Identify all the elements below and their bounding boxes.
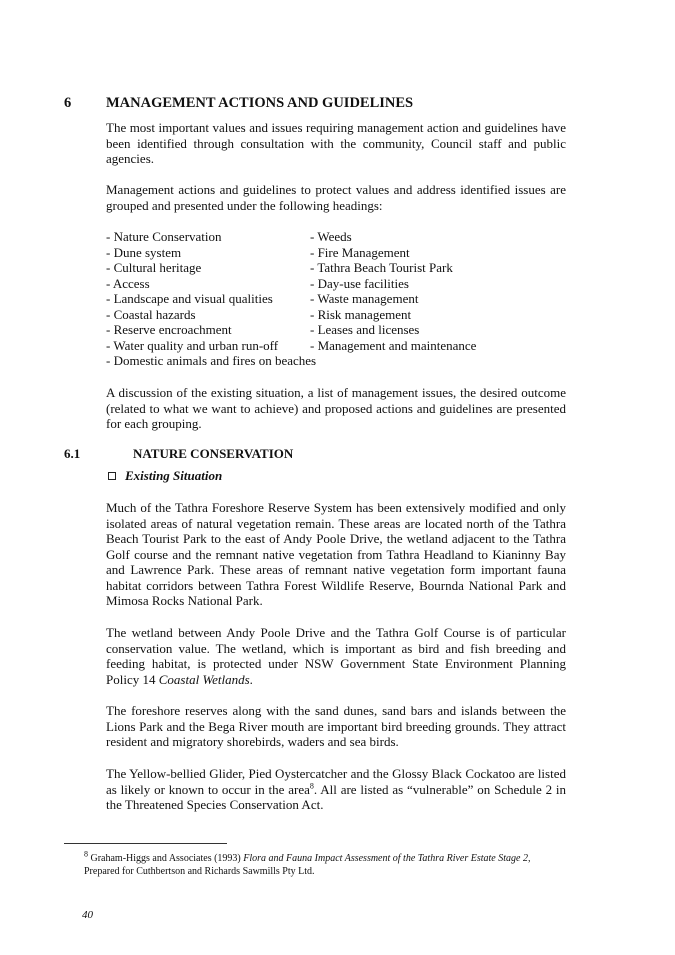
- list-item: - Weeds: [310, 229, 352, 244]
- section-number: 6: [64, 95, 72, 111]
- footnote-divider: [64, 843, 227, 844]
- list-item: - Dune system: [106, 244, 182, 260]
- paragraph-threatened-species: [106, 766, 566, 813]
- list-item: - Waste management: [310, 291, 419, 306]
- coastal-wetlands-policy: Coastal Wetlands: [158, 671, 250, 687]
- headings-list-right: [310, 229, 476, 353]
- list-item: - Day-use facilities: [310, 275, 409, 291]
- intro-paragraph-1: The most important values and issues requiring management action and guidelines have been identified through consultation with the community, Council staff and public agencies.: [106, 120, 566, 166]
- list-item: - Coastal hazards: [106, 306, 196, 322]
- paragraph-species-end: . All are listed as “vulnerable” on Schedule 2 in the Threatened Species Conservation Act.: [106, 781, 567, 812]
- list-item: - Management and maintenance: [310, 337, 477, 353]
- list-item: - Reserve encroachment: [106, 322, 232, 337]
- paragraph-wetland: [106, 625, 566, 687]
- list-item: - Access: [106, 275, 150, 291]
- list-item: - Landscape and visual qualities: [106, 291, 273, 306]
- list-item: - Cultural heritage: [106, 260, 202, 275]
- paragraph-wetland-end: .: [249, 671, 253, 687]
- paragraph-wetland-text: The wetland between Andy Poole Drive and the Tathra Golf Course is of particular conservation value. The wetland, which is important as bird and fish breeding and feeding habitat, is protected under NSW Government State Environment Planning Policy 14: [106, 625, 566, 687]
- discussion-paragraph: A discussion of the existing situation, a list of management issues, the desired outcome (related to what we want to achieve) and proposed actions and guidelines are presented for each grouping.: [106, 385, 566, 431]
- list-item: - Tathra Beach Tourist Park: [310, 260, 453, 275]
- headings-list-left: [106, 229, 316, 369]
- list-item: - Risk management: [310, 306, 412, 322]
- existing-situation-label: Existing Situation: [125, 468, 223, 483]
- paragraph-bird-breeding: The foreshore reserves along with the sand dunes, sand bars and islands between the Lions Park and the Bega River mouth are important bird breeding grounds. They attract resident and migratory shorebirds, waders and sea birds.: [106, 703, 566, 749]
- paragraph-habitat: Much of the Tathra Foreshore Reserve System has been extensively modified and only isolated areas of natural vegetation remain. These areas are located north of the Tathra Beach Tourist Park to the east of Andy Poole Drive, the wetland adjacent to the Tathra Golf course and the remnant native vegetation from Tathra Headland to Kianinny Bay and Lawrence Park. These areas of remnant native vegetation form important fauna habitat corridors between Tathra Forest Wildlife Reserve, Bournda National Park and Mimosa Rocks National Park.: [106, 500, 566, 608]
- list-item: - Domestic animals and fires on beaches: [106, 353, 317, 368]
- list-item: - Fire Management: [310, 244, 410, 260]
- section-title: MANAGEMENT ACTIONS AND GUIDELINES: [106, 95, 414, 111]
- footnote-publisher: Prepared for Cuthbertson and Richards Sawmills Pty Ltd.: [84, 866, 315, 877]
- footnote: [84, 849, 568, 878]
- footnote-text: Graham-Higgs and Associates (1993): [88, 853, 244, 864]
- subsection-number: 6.1: [64, 446, 81, 461]
- list-item: - Nature Conservation: [106, 229, 222, 244]
- paragraph-species-text: The Yellow-bellied Glider, Pied Oystercatcher and the Glossy Black Cockatoo are listed as likely or known to occur in the area: [106, 766, 566, 797]
- checkbox-bullet-icon: [108, 472, 116, 480]
- subsection-title: NATURE CONSERVATION: [133, 446, 294, 461]
- page-number: 40: [82, 909, 93, 921]
- footnote-marker: 8: [84, 849, 88, 859]
- footnote-title: Flora and Fauna Impact Assessment of the Tathra River Estate Stage 2,: [243, 853, 531, 864]
- footnote-reference[interactable]: 8: [309, 781, 314, 791]
- list-item: - Water quality and urban run-off: [106, 337, 279, 353]
- list-item: - Leases and licenses: [310, 322, 420, 337]
- intro-paragraph-2: Management actions and guidelines to protect values and address identified issues are grouped and presented under the following headings:: [106, 182, 566, 213]
